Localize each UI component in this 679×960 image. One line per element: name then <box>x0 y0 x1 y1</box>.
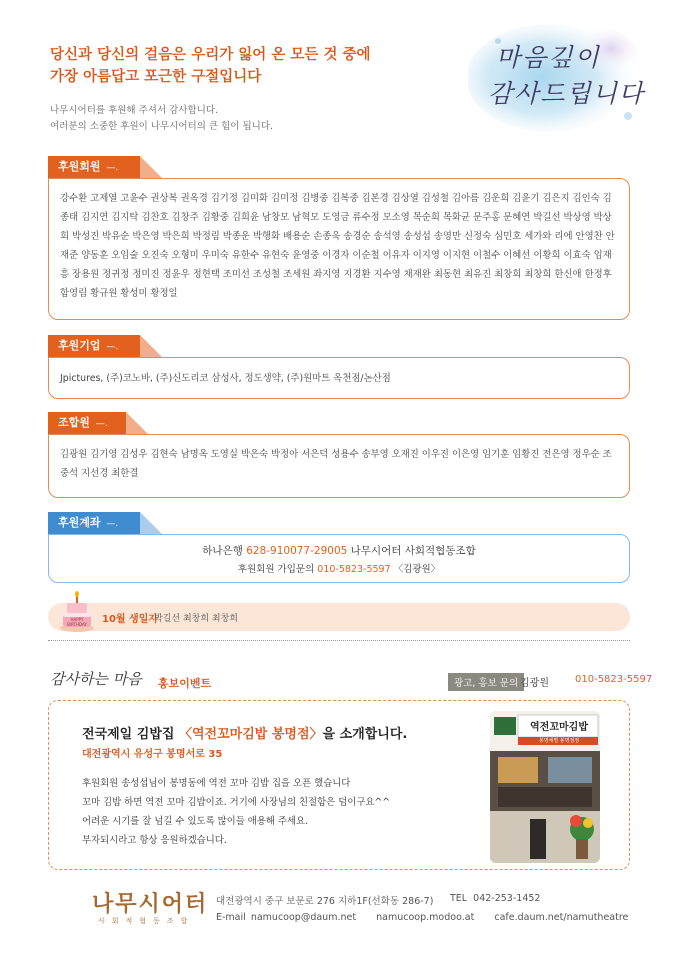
birthday-names: 박길선 최창희 최창희 <box>154 614 238 624</box>
account-box <box>48 534 630 583</box>
promo-body-line4: 부자되시라고 항상 응원하겠습니다. <box>82 835 227 846</box>
union-dash: —. <box>95 419 108 429</box>
promo-heading <box>82 723 407 742</box>
hero-title-line1: 당신과 당신의 걸음은 우리가 잃어 온 모든 것 중에 <box>50 47 371 63</box>
members-list: 강수환 고제열 고윤수 권상복 권옥경 김기정 김미화 김미정 김병중 김복중 김본경 김상열 김성철 김아름 김운희 김윤기 김은지 김인숙 김종태 김지연 김지탁 김찬호 김창주 김황중 김희윤 남창모 남혁모 도영금 류수정 모소영 목순희 목화균 문주홍 문혜연 박길선 박상영 박상희 박성진 박유순 박은영 박은희 박정림 박종운 박행화 배용순 손종욱 송경순 송석영 송성섭 송영만 신정숙 심민호 세가와 리에 안영찬 안재준 양동훈 오임술 오진숙 오형미 우미숙 유한수 유현숙 윤영중 이경자 이순철 이유자 이지영 이지현 이철수 이혜선 이황희 이효숙 임재흥 장용원 정귀정 정미진 정윤우 정현택 조미선 조성철 조세원 좌지영 지경환 지수영 채재완 최동현 최유진 최창희 최창희 한신애 한정후 함영림 황규원 황성미 황정일 <box>48 178 630 320</box>
inquiry-label: 후원회원 가입문의 <box>237 564 315 575</box>
calligraphy-line1: 마음깊이 <box>496 43 601 72</box>
account-line <box>60 541 618 561</box>
companies-tab <box>48 335 140 357</box>
promo-body-line2: 꼬마 김밥 하면 역전 꼬마 김밥이죠. 거기에 사장님의 친절함은 덤이구요^^ <box>82 797 391 808</box>
footer-address: 대전광역시 중구 보문로 276 지하1F(선화동 286-7) <box>216 896 434 907</box>
union-label: 조합원 <box>58 416 90 429</box>
union-tab <box>48 412 126 434</box>
account-number[interactable]: 628-910077-29005 <box>246 545 348 557</box>
promo-title: 홍보이벤트 <box>158 677 212 690</box>
birthday-cake-icon <box>55 590 99 634</box>
members-tab <box>48 156 140 178</box>
companies-list: Jpictures, (주)코노바, (주)신도리코 삼성사, 정도생약, (주)원마트 옥천점/논산점 <box>48 357 630 399</box>
companies-section <box>48 335 630 399</box>
footer-tel-number[interactable]: 042-253-1452 <box>473 893 541 904</box>
footer-logo-sub: 사회적협동조합 <box>98 917 195 925</box>
footer-links <box>216 912 628 923</box>
account-tab <box>48 512 140 534</box>
union-section <box>48 412 630 498</box>
companies-dash: —. <box>106 342 119 352</box>
promo-heading-store: 〈역전꼬마김밥 봉명점〉 <box>178 727 323 742</box>
promo-address: 대전광역시 유성구 봉명서로 35 <box>82 749 223 760</box>
footer-email-label: E-mail <box>216 912 246 923</box>
promo-body <box>82 774 390 850</box>
store-sign-sub: 봉명체별 봉명점점 <box>538 738 580 744</box>
thanks-calligraphy <box>468 16 648 134</box>
account-label: 후원계좌 <box>58 516 101 529</box>
companies-label: 후원기업 <box>58 339 101 352</box>
account-inquiry <box>60 561 618 579</box>
account-bank: 하나은행 <box>202 545 243 557</box>
divider <box>48 640 630 641</box>
footer-cafe[interactable]: cafe.daum.net/namutheatre <box>494 912 629 923</box>
store-sign: 역전꼬마김밥 <box>530 722 588 733</box>
hero-title-line2: 가장 아름답고 포근한 구절입니다 <box>50 69 262 85</box>
account-section <box>48 512 630 583</box>
promo-body-line1: 후원회원 송성섭님이 봉명동에 역전 꼬마 김밥 집을 오픈 했습니다 <box>82 778 351 789</box>
members-label: 후원회원 <box>58 160 101 173</box>
footer-site[interactable]: namucoop.modoo.at <box>376 912 475 923</box>
ad-contact-phone[interactable]: 010-5823-5597 <box>575 674 653 685</box>
inquiry-phone[interactable]: 010-5823-5597 <box>317 564 391 575</box>
promo-brand: 감사하는 마음 <box>50 670 142 688</box>
members-dash: —. <box>106 163 119 173</box>
hero-sub-line1: 나무시어터를 후원해 주셔서 감사합니다. <box>50 105 219 116</box>
cake-label: HAPPY BIRTHDAY <box>67 617 87 627</box>
union-list: 김광원 김기영 김성우 김현숙 남명옥 도영실 박은숙 박정아 서은덕 성용수 송부영 오재진 이우진 이은영 임기훈 임황진 전은영 정우순 조중석 지선경 최한결 <box>48 434 630 498</box>
ad-inquiry-tag: 광고, 홍보 문의 <box>448 673 524 691</box>
store-photo <box>490 711 600 863</box>
birthday-month: 10월 생일자 <box>102 614 159 625</box>
hero-title <box>50 44 371 88</box>
footer-logo: 나무시어터 <box>92 892 209 917</box>
promo-body-line3: 어려운 시기를 잘 넘길 수 있도록 많이들 애용해 주세요. <box>82 816 309 827</box>
footer-tel <box>450 893 540 904</box>
promo-heading-pre: 전국제일 김밥집 <box>82 727 179 742</box>
promo-heading-post: 을 소개합니다. <box>322 727 408 742</box>
footer-tel-label: TEL <box>450 893 468 904</box>
hero-subtitle <box>50 103 273 135</box>
hero-sub-line2: 여러분의 소중한 후원이 나무시어터의 큰 힘이 됩니다. <box>50 121 274 132</box>
account-dash: —. <box>106 519 119 529</box>
footer-email[interactable]: namucoop@daum.net <box>250 912 357 923</box>
inquiry-name: 〈김광원〉 <box>393 564 441 575</box>
calligraphy-line2: 감사드립니다 <box>488 79 645 108</box>
members-section <box>48 156 630 320</box>
ad-contact-name: 김광원 <box>520 678 549 689</box>
account-holder: 나무시어터 사회적협동조합 <box>350 545 476 557</box>
